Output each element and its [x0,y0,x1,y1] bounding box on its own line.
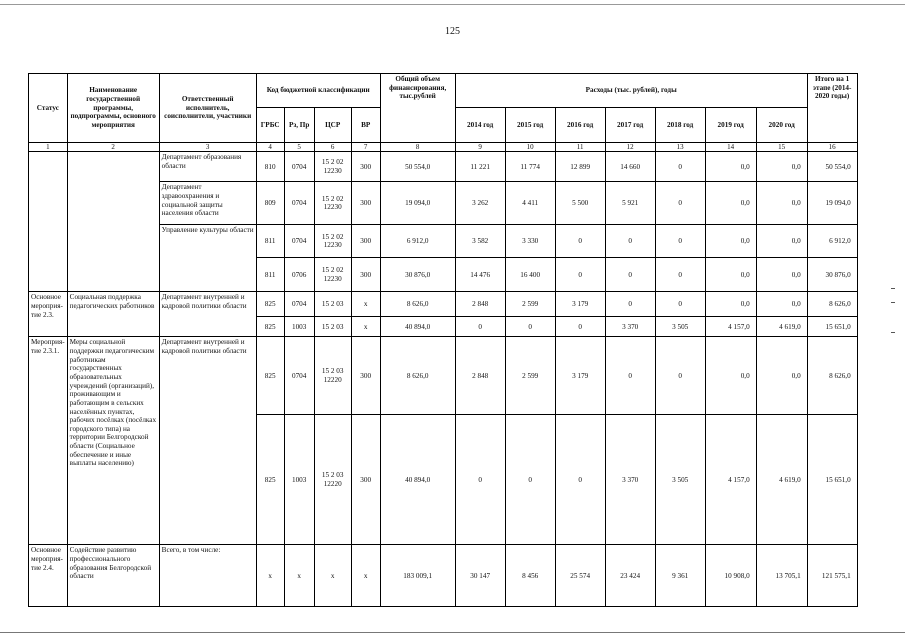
edge-mark [891,288,895,289]
total-cell: 19 094,0 [380,182,455,225]
column-number: 1 [29,143,68,152]
year-value-cell: 25 574 [555,545,605,607]
year-value-cell: 2 599 [505,292,555,317]
header-total-funding: Общий объем финансирования, тыс.рублей [380,74,455,143]
header-vr: ВР [351,108,380,143]
header-rzpr: Рз, Пр [284,108,314,143]
year-value-cell: 0,0 [705,182,756,225]
year-value-cell: 2 848 [455,337,505,415]
header-year: 2016 год [555,108,605,143]
year-value-cell: 30 147 [455,545,505,607]
csr-cell: 15 2 03 [314,317,351,337]
year-value-cell: 0 [605,292,655,317]
stage-total-cell: 50 554,0 [807,152,857,182]
csr-cell: 15 2 03 12220 [314,415,351,545]
year-value-cell: 3 505 [655,415,705,545]
column-number: 10 [505,143,555,152]
year-value-cell: 0 [605,258,655,292]
year-value-cell: 0 [455,415,505,545]
year-value-cell: 0 [655,292,705,317]
program-name-cell: Меры социальной поддержки педагогическим работникам государственных образовательных учреждений (организаций), проживающим и работающим в сельских населённых пунктах, рабочих посёлках (посёлках городского типа) на территории Белгородской области (Социальное обеспечение и иные выплаты населению) [67,337,159,545]
year-value-cell: 0 [505,317,555,337]
header-grbs: ГРБС [256,108,284,143]
table-row [29,292,858,317]
column-number: 9 [455,143,505,152]
stage-total-cell: 8 626,0 [807,337,857,415]
year-value-cell: 3 262 [455,182,505,225]
year-value-cell: 2 848 [455,292,505,317]
header-responsible: Ответственный исполнитель, соисполнители, участники [159,74,256,143]
responsible-cell: Департамент образования области [159,152,256,182]
year-value-cell: 0 [655,182,705,225]
column-number: 14 [705,143,756,152]
year-value-cell: 0 [505,415,555,545]
column-number: 3 [159,143,256,152]
header-year: 2014 год [455,108,505,143]
bottom-page-rule [0,632,905,633]
column-number: 7 [351,143,380,152]
header-stage-total: Итого на 1 этапе (2014-2020 годы) [807,74,857,143]
csr-cell: 15 2 02 12230 [314,225,351,258]
header-csr: ЦСР [314,108,351,143]
table-row [29,152,858,182]
header-year: 2020 год [756,108,807,143]
stage-total-cell: 15 651,0 [807,317,857,337]
year-value-cell: 11 221 [455,152,505,182]
year-value-cell: 3 179 [555,292,605,317]
year-value-cell: 0 [655,258,705,292]
year-value-cell: 5 921 [605,182,655,225]
year-value-cell: 16 400 [505,258,555,292]
header-status: Статус [29,74,68,143]
year-value-cell: 4 157,0 [705,415,756,545]
year-value-cell: 3 582 [455,225,505,258]
year-value-cell: 14 476 [455,258,505,292]
year-value-cell: 0,0 [756,258,807,292]
year-value-cell: 0,0 [705,337,756,415]
rzpr-cell: 0704 [284,152,314,182]
header-budget-code: Код бюджетной классификации [256,74,380,108]
year-value-cell: 10 908,0 [705,545,756,607]
grbs-cell: 825 [256,337,284,415]
csr-cell: 15 2 02 12230 [314,258,351,292]
year-value-cell: 3 370 [605,317,655,337]
vr-cell: 300 [351,415,380,545]
grbs-cell: 809 [256,182,284,225]
column-number: 5 [284,143,314,152]
year-value-cell: 0 [605,337,655,415]
stage-total-cell: 121 575,1 [807,545,857,607]
header-expenses: Расходы (тыс. рублей), годы [455,74,807,108]
table-row [29,337,858,415]
responsible-cell: Департамент здравоохранения и социальной защиты населения области [159,182,256,225]
total-cell: 8 626,0 [380,337,455,415]
page-number: 125 [445,26,460,37]
year-value-cell: 12 899 [555,152,605,182]
year-value-cell: 0,0 [756,337,807,415]
year-value-cell: 0,0 [705,258,756,292]
vr-cell: х [351,317,380,337]
csr-cell: 15 2 02 12230 [314,152,351,182]
year-value-cell: 0 [455,317,505,337]
responsible-cell: Управление культуры области [159,225,256,292]
header-year: 2017 год [605,108,655,143]
total-cell: 183 009,1 [380,545,455,607]
year-value-cell: 0,0 [756,152,807,182]
grbs-cell: 811 [256,225,284,258]
vr-cell: 300 [351,258,380,292]
program-name-cell: Содействие развитию профессионального образования Белгородской области [67,545,159,607]
year-value-cell: 3 370 [605,415,655,545]
edge-mark [891,332,895,333]
total-cell: 40 894,0 [380,317,455,337]
year-value-cell: 5 500 [555,182,605,225]
year-value-cell: 0,0 [705,292,756,317]
vr-cell: х [351,292,380,317]
table-row [29,545,858,607]
rzpr-cell: 0706 [284,258,314,292]
expenses-table [28,73,858,607]
stage-total-cell: 19 094,0 [807,182,857,225]
header-year: 2015 год [505,108,555,143]
rzpr-cell: 0704 [284,292,314,317]
year-value-cell: 4 157,0 [705,317,756,337]
csr-cell: х [314,545,351,607]
stage-total-cell: 6 912,0 [807,225,857,258]
column-number: 4 [256,143,284,152]
year-value-cell: 4 411 [505,182,555,225]
total-cell: 6 912,0 [380,225,455,258]
year-value-cell: 0 [555,258,605,292]
year-value-cell: 0,0 [756,225,807,258]
year-value-cell: 13 705,1 [756,545,807,607]
status-cell: Основное мероприя-тие 2.4. [29,545,68,607]
column-number: 11 [555,143,605,152]
header-program-name: Наименование государственной программы, подпрограммы, основного мероприятия [67,74,159,143]
program-name-cell: Социальная поддержка педагогических работников [67,292,159,337]
program-name-cell [67,152,159,292]
total-cell: 50 554,0 [380,152,455,182]
vr-cell: 300 [351,225,380,258]
rzpr-cell: 0704 [284,337,314,415]
status-cell [29,152,68,292]
year-value-cell: 0,0 [705,152,756,182]
year-value-cell: 4 619,0 [756,415,807,545]
responsible-cell: Департамент внутренней и кадровой политики области [159,337,256,545]
year-value-cell: 2 599 [505,337,555,415]
rzpr-cell: х [284,545,314,607]
header-year: 2018 год [655,108,705,143]
responsible-cell: Департамент внутренней и кадровой политики области [159,292,256,337]
rzpr-cell: 0704 [284,225,314,258]
csr-cell: 15 2 03 12220 [314,337,351,415]
year-value-cell: 0 [655,225,705,258]
status-cell: Основное мероприя-тие 2.3. [29,292,68,337]
rzpr-cell: 0704 [284,182,314,225]
year-value-cell: 0,0 [756,182,807,225]
column-number: 8 [380,143,455,152]
rzpr-cell: 1003 [284,317,314,337]
year-value-cell: 4 619,0 [756,317,807,337]
top-edge-rule [0,0,905,5]
total-cell: 8 626,0 [380,292,455,317]
header-year: 2019 год [705,108,756,143]
rzpr-cell: 1003 [284,415,314,545]
column-number: 13 [655,143,705,152]
total-cell: 40 894,0 [380,415,455,545]
grbs-cell: 825 [256,292,284,317]
grbs-cell: 810 [256,152,284,182]
responsible-cell: Всего, в том числе: [159,545,256,607]
year-value-cell: 8 456 [505,545,555,607]
column-number: 16 [807,143,857,152]
csr-cell: 15 2 03 [314,292,351,317]
grbs-cell: х [256,545,284,607]
year-value-cell: 14 660 [605,152,655,182]
year-value-cell: 0 [555,415,605,545]
vr-cell: 300 [351,152,380,182]
status-cell: Мероприя-тие 2.3.1. [29,337,68,545]
stage-total-cell: 30 876,0 [807,258,857,292]
vr-cell: х [351,545,380,607]
stage-total-cell: 8 626,0 [807,292,857,317]
column-number: 2 [67,143,159,152]
edge-mark [891,302,895,303]
year-value-cell: 0 [555,317,605,337]
year-value-cell: 23 424 [605,545,655,607]
column-number: 15 [756,143,807,152]
year-value-cell: 3 505 [655,317,705,337]
column-number-row [29,143,858,152]
column-number: 6 [314,143,351,152]
total-cell: 30 876,0 [380,258,455,292]
year-value-cell: 0 [555,225,605,258]
vr-cell: 300 [351,337,380,415]
grbs-cell: 825 [256,415,284,545]
year-value-cell: 0,0 [756,292,807,317]
column-number: 12 [605,143,655,152]
year-value-cell: 0 [655,152,705,182]
year-value-cell: 9 361 [655,545,705,607]
year-value-cell: 11 774 [505,152,555,182]
vr-cell: 300 [351,182,380,225]
year-value-cell: 0 [605,225,655,258]
year-value-cell: 0 [655,337,705,415]
grbs-cell: 811 [256,258,284,292]
year-value-cell: 3 330 [505,225,555,258]
year-value-cell: 3 179 [555,337,605,415]
csr-cell: 15 2 02 12230 [314,182,351,225]
year-value-cell: 0,0 [705,225,756,258]
grbs-cell: 825 [256,317,284,337]
stage-total-cell: 15 651,0 [807,415,857,545]
